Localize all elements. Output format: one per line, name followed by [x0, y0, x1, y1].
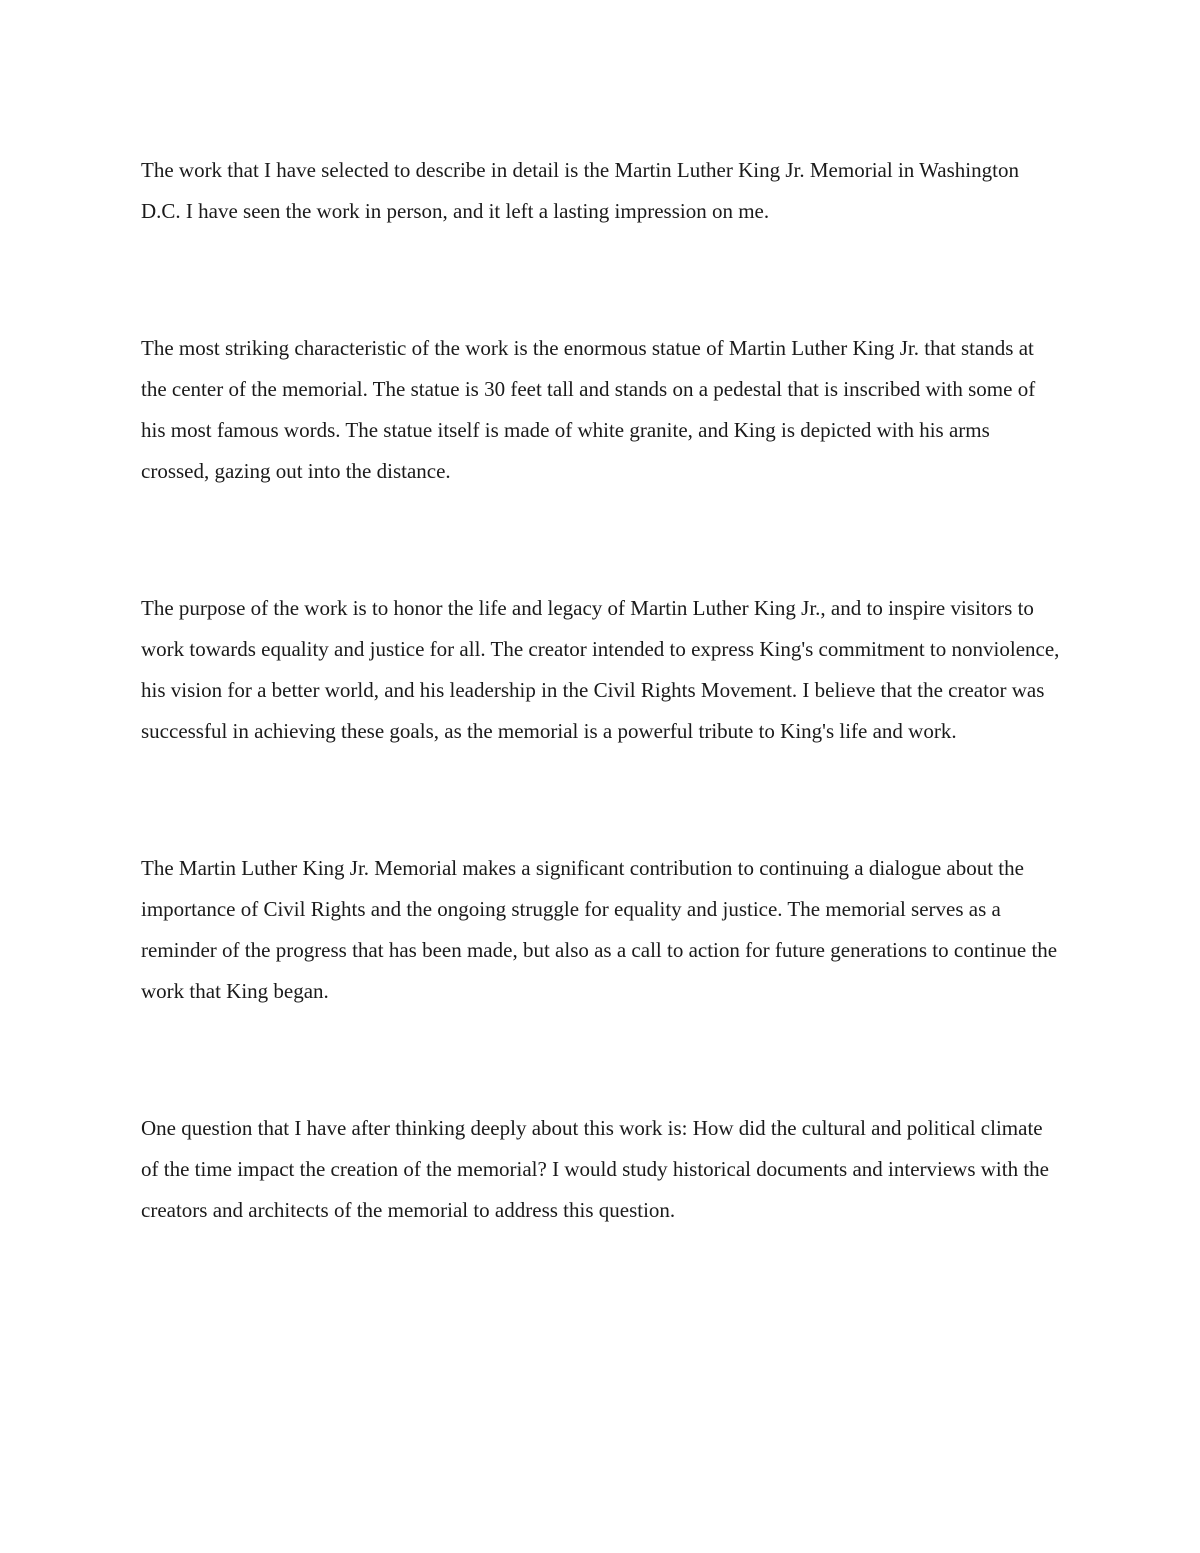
paragraph-purpose: The purpose of the work is to honor the life and legacy of Martin Luther King Jr., and to inspire visitors to work towards equality and justice for all. The creator intended to express King's commitment to nonviolence, his vision for a better world, and his leadership in the Civil Rights Movement. I believe that the creator was successful in achieving these goals, as the memorial is a powerful tribute to King's life and work. [141, 596, 1060, 743]
paragraph-contribution: The Martin Luther King Jr. Memorial makes a significant contribution to continuing a dialogue about the importance of Civil Rights and the ongoing struggle for equality and justice. The memorial serves as a reminder of the progress that has been made, but also as a call to action for future generations to continue the work that King began. [141, 856, 1058, 1003]
document-body [141, 150, 1061, 1231]
paragraph-question: One question that I have after thinking deeply about this work is: How did the cultural and political climate of the time impact the creation of the memorial? I would study historical documents and interviews with the creators and architects of the memorial to address this question. [141, 1116, 1050, 1222]
paragraph-characteristics: The most striking characteristic of the work is the enormous statue of Martin Luther King Jr. that stands at the center of the memorial. The statue is 30 feet tall and stands on a pedestal that is inscribed with some of his most famous words. The statue itself is made of white granite, and King is depicted with his arms crossed, gazing out into the distance. [141, 336, 1036, 483]
paragraph-introduction: The work that I have selected to describe in detail is the Martin Luther King Jr. Memorial in Washington D.C. I have seen the work in person, and it left a lasting impression on me. [141, 158, 1019, 223]
